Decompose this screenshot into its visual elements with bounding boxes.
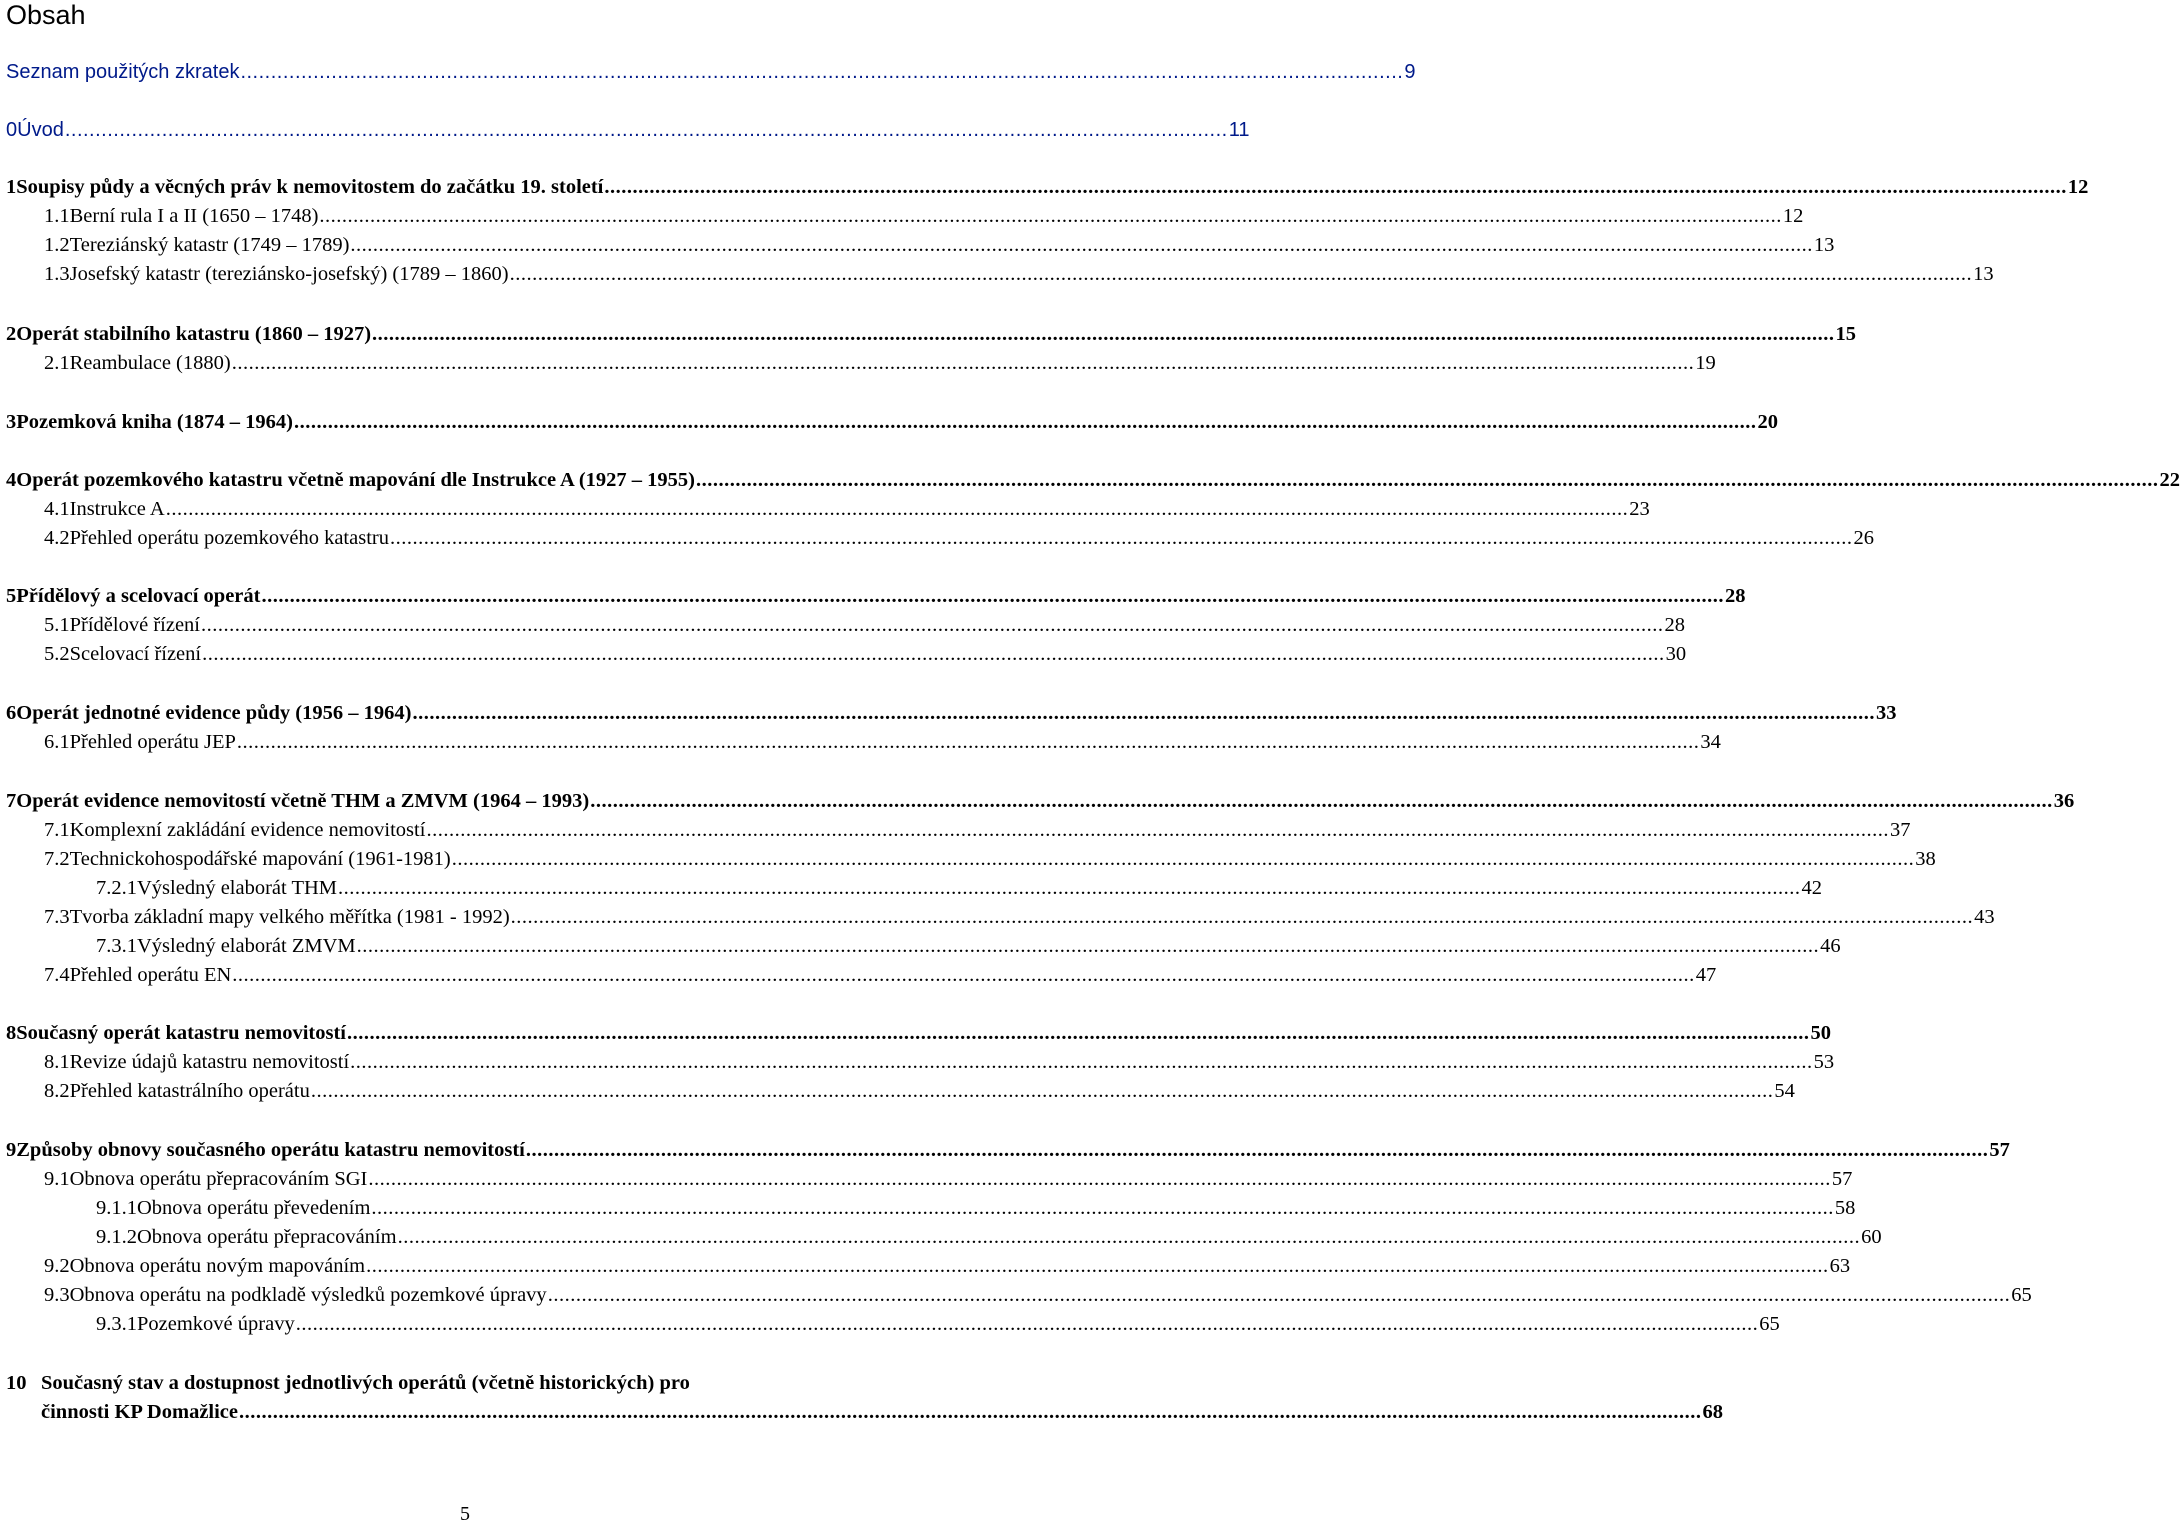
toc-entry-page: 42 (1801, 877, 1823, 899)
toc-entry-text: Seznam použitých zkratek (6, 61, 240, 83)
toc-entry-page: 38 (1915, 848, 1936, 870)
toc-dot-leader: ................................................................................................................................................................................................ (240, 61, 1404, 83)
toc-dot-leader: .................................................................................................................................................................................................................................................................... (202, 643, 1665, 665)
toc-entry-number: 7 (6, 790, 17, 812)
toc-entry-7-4[interactable] (44, 964, 1717, 992)
toc-dot-leader: .................................................................................................................................................................................................................................................................... (356, 935, 1820, 957)
toc-entry-text: Operát stabilního katastru (1860 – 1927) (16, 323, 372, 345)
toc-entry-number: 7.1 (44, 819, 70, 841)
toc-entry-page: 60 (1861, 1226, 1882, 1248)
toc-entry-page: 12 (1782, 205, 1804, 227)
toc-dot-leader: .................................................................................................................................................................................................................................................................... (231, 352, 1695, 374)
toc-dot-leader: .................................................................................................................................................................................................................................................................... (397, 1226, 1861, 1248)
toc-entry-number: 3 (6, 411, 17, 433)
toc-entry-text: Soupisy půdy a věcných práv k nemovitostem do začátku 19. století (16, 176, 604, 198)
toc-dot-leader: .................................................................................................................................................................................................................................................................... (604, 176, 2067, 198)
toc-entry-number: 1.3 (44, 263, 70, 285)
page-title: Obsah (6, 0, 86, 30)
toc-entry-5-2[interactable] (44, 643, 1687, 671)
toc-entry-7-1[interactable] (44, 819, 1911, 847)
toc-dot-leader: .................................................................................................................................................................................................................................................................... (451, 848, 1915, 870)
toc-entry-number: 0 (6, 119, 18, 141)
toc-entry-page: 33 (1875, 702, 1897, 724)
toc-entry-page: 13 (1813, 234, 1835, 256)
toc-entry-number: 7.3.1 (96, 935, 137, 957)
toc-dot-leader: .................................................................................................................................................................................................................................................................... (389, 527, 1853, 549)
toc-entry-page: 58 (1834, 1197, 1856, 1219)
toc-entry-text: Přídělový a scelovací operát (16, 585, 261, 607)
toc-entry-text: Operát evidence nemovitostí včetně THM a ZMVM (1964 – 1993) (16, 790, 590, 812)
toc-entry-text: Technickohospodářské mapování (1961-1981) (69, 848, 451, 870)
toc-entry-9-3-1[interactable] (96, 1313, 1780, 1341)
toc-entry-page: 19 (1695, 352, 1716, 374)
page-number: 5 (460, 1503, 470, 1525)
toc-entry-page: 46 (1820, 935, 1841, 957)
toc-entry-text: Tereziánský katastr (1749 – 1789) (69, 234, 350, 256)
toc-entry-7[interactable] (6, 790, 2075, 818)
toc-entry-text: Operát pozemkového katastru včetně mapování dle Instrukce A (1927 – 1955) (16, 469, 696, 491)
toc-dot-leader: .................................................................................................................................................................................................................................................................... (372, 323, 1835, 345)
toc-dot-leader: .................................................................................................................................................................................................................................................................... (590, 790, 2053, 812)
toc-entry-number: 9.1.1 (96, 1197, 137, 1219)
toc-entry-page: 12 (2067, 176, 2089, 198)
toc-entry-number: 10 (6, 1372, 27, 1394)
toc-entry-page: 50 (1810, 1022, 1831, 1044)
toc-entry-number: 5.1 (44, 614, 70, 636)
toc-dot-leader: .................................................................................................................................................................................................................................................................... (366, 1255, 1829, 1277)
toc-dot-leader: .................................................................................................................................................................................................................................................................... (412, 702, 1875, 724)
toc-entry-number: 8.1 (44, 1051, 70, 1073)
toc-entry-number: 4.1 (44, 498, 70, 520)
toc-entry-page: 30 (1665, 643, 1687, 665)
toc-entry-number: 9 (6, 1139, 17, 1161)
toc-entry-1-2[interactable] (44, 234, 1835, 262)
toc-entry-text: Berní rula I a II (1650 – 1748) (69, 205, 319, 227)
toc-entry-9-3[interactable] (44, 1284, 2032, 1312)
toc-entry-7-2[interactable] (44, 848, 1936, 876)
toc-entry-page: 11 (1228, 119, 1250, 141)
toc-entry-1-1[interactable] (44, 205, 1804, 233)
toc-entry-page: 26 (1853, 527, 1874, 549)
toc-entry-page: 20 (1757, 411, 1778, 433)
toc-entry-number: 9.3 (44, 1284, 70, 1306)
toc-dot-leader: .................................................................................................................................................................................................................................................................... (350, 1051, 1813, 1073)
toc-entry-4[interactable] (6, 469, 2180, 497)
toc-entry-1-3[interactable] (44, 263, 1994, 291)
toc-entry-text: Přídělové řízení (69, 614, 200, 636)
toc-entry-text: Instrukce A (69, 498, 165, 520)
toc-entry-page: 57 (1831, 1168, 1853, 1190)
toc-entry-number: 9.2 (44, 1255, 70, 1277)
toc-entry-intro[interactable] (6, 119, 1250, 147)
toc-entry-7-2-1[interactable] (96, 877, 1823, 905)
toc-entry-number: 9.1 (44, 1168, 70, 1190)
toc-entry-page: 53 (1813, 1051, 1835, 1073)
toc-entry-page: 54 (1774, 1080, 1795, 1102)
toc-entry-page: 65 (1759, 1313, 1780, 1335)
toc-entry-number: 1.1 (44, 205, 70, 227)
toc-dot-leader: .................................................................................................................................................................................................................................................................... (239, 1401, 1702, 1423)
toc-entry-5[interactable] (6, 585, 1746, 613)
toc-entry-page: 47 (1695, 964, 1717, 986)
toc-entry-page: 63 (1829, 1255, 1851, 1277)
toc-entry-page: 15 (1835, 323, 1857, 345)
toc-entry-text: Způsoby obnovy současného operátu katastru nemovitostí (16, 1139, 525, 1161)
toc-entry-number: 7.3 (44, 906, 70, 928)
toc-dot-leader: .................................................................................................................................................................................................................................................................... (295, 1313, 1759, 1335)
toc-entry-page: 34 (1700, 731, 1721, 753)
toc-entry-text: Výsledný elaborát THM (137, 877, 338, 899)
toc-entry-text: Scelovací řízení (69, 643, 202, 665)
toc-entry-number: 8.2 (44, 1080, 70, 1102)
toc-dot-leader: .................................................................................................................................................................................................................................................................... (236, 731, 1700, 753)
toc-entry-number: 9.1.2 (96, 1226, 137, 1248)
toc-entry-page: 37 (1889, 819, 1911, 841)
toc-entry-text: Reambulace (1880) (69, 352, 231, 374)
toc-entry-text: Přehled operátu JEP (69, 731, 236, 753)
toc-entry-text: Pozemkové úpravy (137, 1313, 295, 1335)
toc-entry-9[interactable] (6, 1139, 2010, 1167)
toc-entry-text: Operát jednotné evidence půdy (1956 – 1964) (16, 702, 412, 724)
toc-dot-leader: .................................................................................................................................................................................................................................................................... (338, 877, 1801, 899)
toc-entry-page: 68 (1702, 1401, 1724, 1423)
toc-entry-page: 65 (2011, 1284, 2032, 1306)
toc-entry-number: 5.2 (44, 643, 70, 665)
toc-dot-leader: .................................................................................................................................................................................................................................................................... (200, 614, 1664, 636)
toc-entry-7-3[interactable] (44, 906, 1995, 934)
toc-entry-6-1[interactable] (44, 731, 1721, 759)
toc-entry-page: 23 (1629, 498, 1650, 520)
toc-entry-text: Přehled katastrálního operátu (69, 1080, 310, 1102)
toc-entry-8-1[interactable] (44, 1051, 1835, 1079)
toc-entry-7-3-1[interactable] (96, 935, 1841, 963)
toc-entry-number: 5 (6, 585, 17, 607)
toc-entry-page: 13 (1973, 263, 1994, 285)
toc-entry-text: Josefský katastr (tereziánsko-josefský) (1789 – 1860) (69, 263, 509, 285)
toc-dot-leader: .................................................................................................................................................................................................................................................................... (165, 498, 1629, 520)
toc-entry-text-continued: činnosti KP Domažlice (41, 1401, 239, 1423)
toc-dot-leader: .................................................................................................................................................................................................................................................................... (350, 234, 1813, 256)
toc-dot-leader: .................................................................................................................................................................................................................................................................... (547, 1284, 2011, 1306)
toc-entry-4-1[interactable] (44, 498, 1650, 526)
toc-entry-number: 7.2 (44, 848, 70, 870)
toc-dot-leader: .................................................................................................................................................................................................................................................................... (510, 906, 1974, 928)
toc-dot-leader: .................................................................................................................................................................................................................................................................... (368, 1168, 1831, 1190)
toc-entry-number: 1.2 (44, 234, 70, 256)
toc-dot-leader: .................................................................................................................................................................................................................................................................... (232, 964, 1695, 986)
toc-entry-text: Obnova operátu přepracováním SGI (69, 1168, 368, 1190)
toc-entry-6[interactable] (6, 702, 1897, 730)
toc-dot-leader: .................................................................................................................................................................................................................................................................... (346, 1022, 1810, 1044)
toc-dot-leader: .................................................................................................................................................................................................................................................................... (310, 1080, 1774, 1102)
toc-entry-2-1[interactable] (44, 352, 1716, 380)
toc-entry-text: Obnova operátu převedením (137, 1197, 371, 1219)
toc-dot-leader: ................................................................................................................................................................................................ (64, 119, 1228, 141)
toc-entry-page: 9 (1404, 61, 1416, 83)
toc-entry-10-continuation[interactable] (41, 1401, 1724, 1429)
toc-entry-number: 8 (6, 1022, 17, 1044)
toc-entry-number: 7.2.1 (96, 877, 137, 899)
toc-entry-1[interactable] (6, 176, 2089, 204)
toc-entry-abbreviations[interactable] (6, 61, 1416, 89)
toc-dot-leader: .................................................................................................................................................................................................................................................................... (371, 1197, 1834, 1219)
toc-dot-leader: .................................................................................................................................................................................................................................................................... (696, 469, 2159, 491)
toc-entry-8-2[interactable] (44, 1080, 1795, 1108)
toc-entry-text: Přehled operátu EN (69, 964, 232, 986)
toc-entry-text: Obnova operátu přepracováním (137, 1226, 397, 1248)
toc-entry-text: Výsledný elaborát ZMVM (137, 935, 356, 957)
toc-entry-text: Přehled operátu pozemkového katastru (69, 527, 389, 549)
toc-entry-number: 6 (6, 702, 17, 724)
toc-dot-leader: .................................................................................................................................................................................................................................................................... (319, 205, 1782, 227)
toc-entry-number: 7.4 (44, 964, 70, 986)
toc-entry-page: 28 (1664, 614, 1685, 636)
toc-entry-text: Současný operát katastru nemovitostí (16, 1022, 346, 1044)
toc-entry-number: 4 (6, 469, 17, 491)
toc-entry-5-1[interactable] (44, 614, 1685, 642)
toc-entry-number: 2 (6, 323, 17, 345)
toc-entry-text: Úvod (17, 119, 64, 141)
toc-dot-leader: .................................................................................................................................................................................................................................................................... (426, 819, 1889, 841)
toc-entry-text: Obnova operátu novým mapováním (69, 1255, 366, 1277)
toc-entry-2[interactable] (6, 323, 1857, 351)
toc-dot-leader: .................................................................................................................................................................................................................................................................... (525, 1139, 1989, 1161)
toc-entry-page: 43 (1974, 906, 1995, 928)
toc-entry-page: 57 (1989, 1139, 2010, 1161)
toc-entry-text: Obnova operátu na podkladě výsledků pozemkové úpravy (69, 1284, 547, 1306)
toc-entry-number: 9.3.1 (96, 1313, 137, 1335)
toc-entry-text: Tvorba základní mapy velkého měřítka (1981 - 1992) (69, 906, 510, 928)
toc-entry-page: 36 (2053, 790, 2075, 812)
toc-entry-number: 1 (6, 176, 17, 198)
toc-entry-number: 4.2 (44, 527, 70, 549)
toc-entry-9-2[interactable] (44, 1255, 1851, 1283)
toc-dot-leader: .................................................................................................................................................................................................................................................................... (294, 411, 1757, 433)
toc-dot-leader: .................................................................................................................................................................................................................................................................... (261, 585, 1724, 607)
toc-entry-text: Komplexní zakládání evidence nemovitostí (69, 819, 426, 841)
toc-entry-page: 28 (1724, 585, 1746, 607)
toc-entry-9-1-1[interactable] (96, 1197, 1856, 1225)
toc-entry-8[interactable] (6, 1022, 1831, 1050)
toc-entry-4-2[interactable] (44, 527, 1874, 555)
toc-entry-text: Pozemková kniha (1874 – 1964) (16, 411, 293, 433)
toc-entry-9-1[interactable] (44, 1168, 1853, 1196)
toc-entry-3[interactable] (6, 411, 1778, 439)
toc-entry-10[interactable] (6, 1372, 958, 1400)
toc-entry-9-1-2[interactable] (96, 1226, 1882, 1254)
toc-entry-number: 2.1 (44, 352, 70, 374)
toc-entry-text: Revize údajů katastru nemovitostí (69, 1051, 350, 1073)
toc-entry-text: Současný stav a dostupnost jednotlivých operátů (včetně historických) pro (41, 1372, 690, 1394)
toc-entry-page: 22 (2159, 469, 2180, 491)
toc-entry-number: 6.1 (44, 731, 70, 753)
toc-dot-leader: .................................................................................................................................................................................................................................................................... (509, 263, 1973, 285)
